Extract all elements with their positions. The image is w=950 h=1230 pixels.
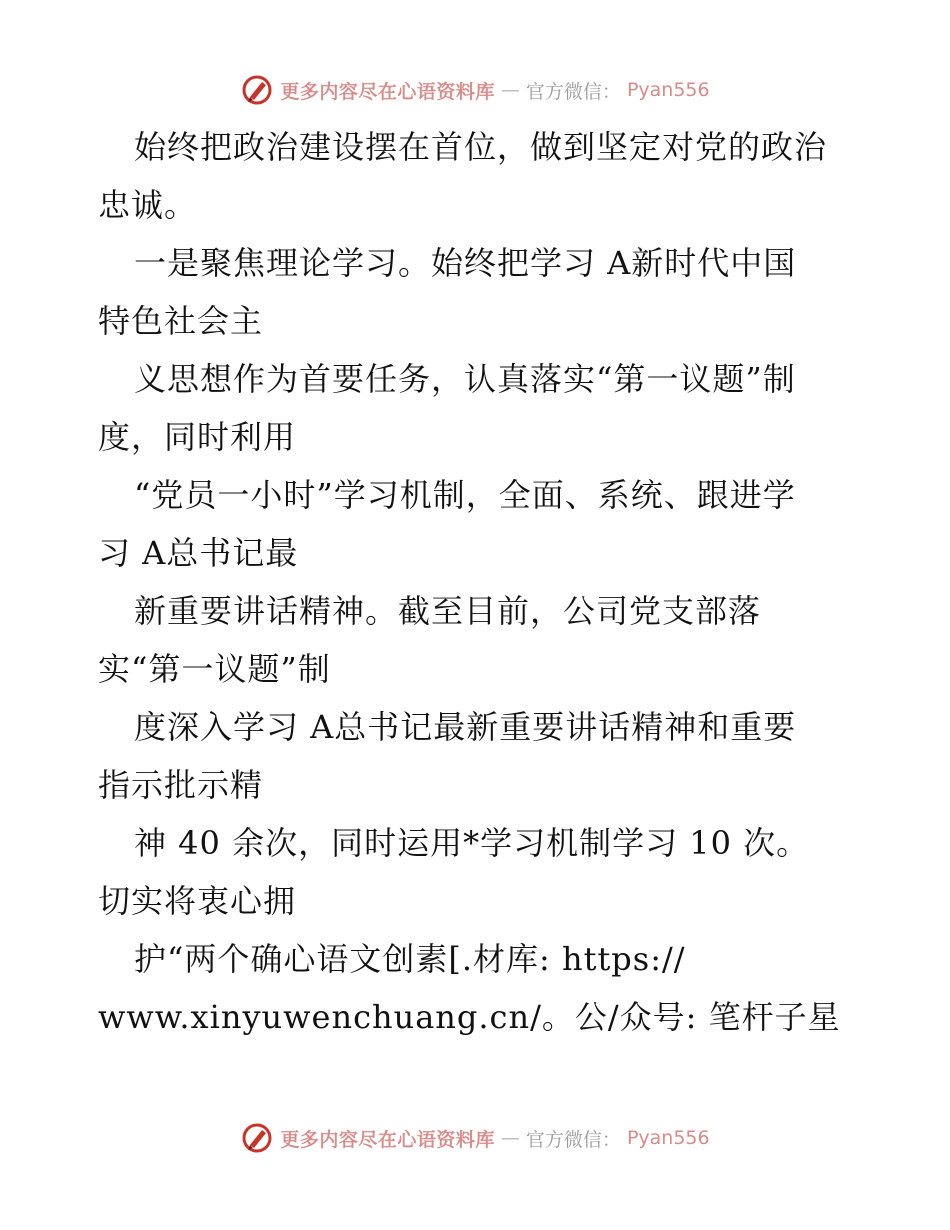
banner-text: 更多内容尽在心语资料库 bbox=[280, 80, 495, 103]
body-line: 新重要讲话精神。截至目前，公司党支部落 bbox=[134, 592, 762, 630]
body-line: 始终把政治建设摆在首位，做到坚定对党的政治 bbox=[134, 128, 828, 166]
body-line: 度，同时利用 bbox=[98, 418, 297, 456]
header-banner bbox=[0, 70, 950, 110]
body-line: 特色社会主 bbox=[98, 302, 264, 340]
body-line: 一是聚焦理论学习。始终把学习 A新时代中国 bbox=[134, 244, 797, 282]
body-line: 神 40 余次，同时运用*学习机制学习 10 次。 bbox=[134, 824, 810, 862]
body-line: 忠诚。 bbox=[98, 186, 198, 224]
footer-banner bbox=[0, 1118, 950, 1158]
body-line: 习 A总书记最 bbox=[98, 534, 299, 572]
body-line: www.xinyuwenchuang.cn/。公/众号: 笔杆子星 bbox=[98, 998, 841, 1036]
body-line: 指示批示精 bbox=[98, 766, 264, 804]
document-body bbox=[98, 118, 858, 1046]
banner-separator: — bbox=[500, 79, 520, 101]
banner-wechat-id: Pyan556 bbox=[626, 1127, 710, 1149]
banner-wechat-label: 官方微信： bbox=[525, 1128, 621, 1151]
banner-separator: — bbox=[500, 1127, 520, 1149]
pen-logo-icon bbox=[240, 73, 274, 107]
banner-wechat-id: Pyan556 bbox=[626, 79, 710, 101]
body-line: “党员一小时”学习机制，全面、系统、跟进学 bbox=[134, 476, 796, 514]
body-line: 切实将衷心拥 bbox=[98, 882, 297, 920]
banner-wechat-label: 官方微信： bbox=[525, 80, 621, 103]
body-line: 度深入学习 A总书记最新重要讲话精神和重要 bbox=[134, 708, 797, 746]
body-line: 实“第一议题”制 bbox=[98, 650, 331, 688]
banner-text: 更多内容尽在心语资料库 bbox=[280, 1128, 495, 1151]
body-line: 义思想作为首要任务，认真落实“第一议题”制 bbox=[134, 360, 796, 398]
pen-logo-icon bbox=[240, 1121, 274, 1155]
body-line: 护“两个确心语文创素[.材库: https:// bbox=[134, 940, 686, 978]
